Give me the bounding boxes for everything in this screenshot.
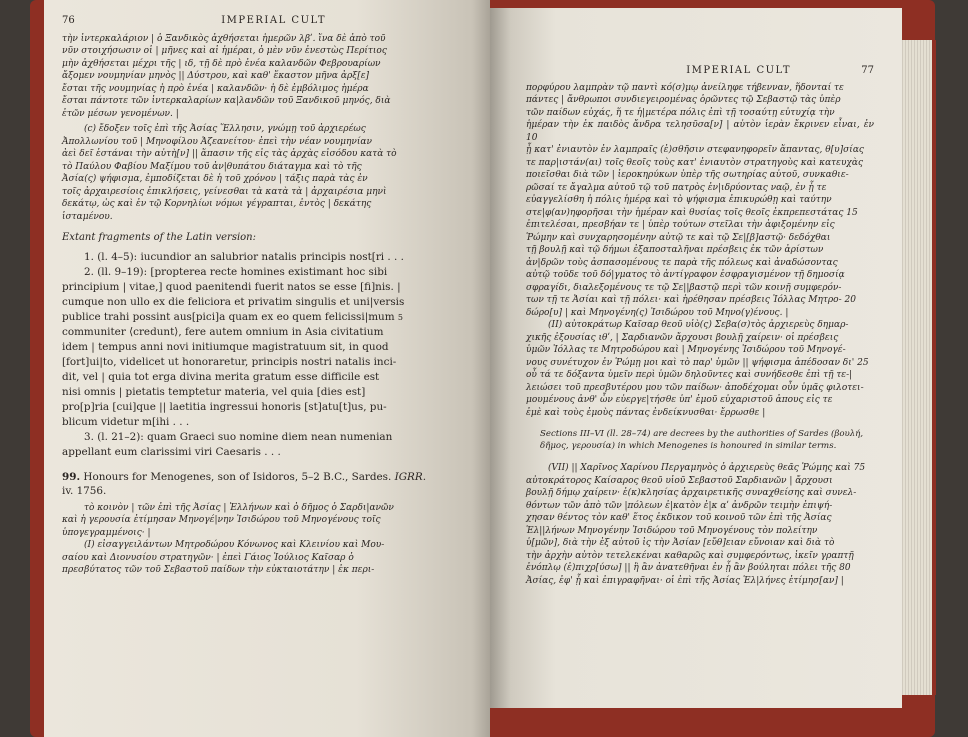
left-page-number: 76 (62, 15, 75, 26)
text-line: τῶν παίδων εὐχάς, ἥ τε ἡ|μετέρα πόλις ἐπὶ τῇ τοσαύτῃ εὐτυχίᾳ τὴν (526, 107, 835, 118)
line-number: 15 (846, 207, 858, 218)
text-line: τε παρ|ιστάν(αι) τοῖς θεοῖς τοὺς κατ' ἐνιαυτὸν στρατηγοὺς καὶ κατευχὰς (526, 157, 864, 168)
text-line: ἐπιτελέσαι, πρεσβήαν τε | ὑπὲρ τούτων στεῖλαι τὴν ἀφιξομένην εἰς (526, 220, 835, 231)
entry-99 (62, 470, 476, 499)
text-line: [fort]ui|to, videlicet ut honoraretur, principis nostri natalis inci- (62, 355, 397, 368)
text-line: ὑμῶν Ἰόλλας τε Μητροδώρου καὶ | Μηνογένης Ἰσιδώρου τοῦ Μηνογέ- (526, 345, 846, 356)
text-line: τὴν ἰντερκαλάριον | ὁ Ξανδικὸς ἀχθήσεται ἡμερῶν λβʹ. ἵνα δὲ ἀπὸ τοῦ (62, 33, 386, 44)
text-line: Ἀπολλωνίου τοῦ | Μηνοφίλου Ἀζεανείτου· ἐπεὶ τὴν νέαν νουμηνίαν (62, 136, 372, 147)
text-line (526, 357, 874, 370)
text-line: νῦν στοιχήσωσιν οἱ | μῆνες καὶ αἱ ἡμέραι, ὁ μὲν νῦν ἐνεστὼς Περίτιος (62, 46, 387, 57)
text-line: δεκάτῳ, ὡς καὶ ἐν τῷ Κορνηλίωι νόμωι γέγραπται, ἐντὸς | δεκάτης (62, 199, 372, 210)
text-line: ἱσταμένου. (62, 211, 113, 222)
text-line: ὑπογεγραμμένοις· | (62, 527, 151, 538)
text-line: (II) αὐτοκράτωρ Καῖσαρ θεοῦ υἱὸ(ς) Σεβα(σ)τὸς ἀρχιερεὺς δημαρ- (548, 320, 849, 331)
text-line: δώρο[υ] | καὶ Μηνογένη(ς) Ἰσιδώρου τοῦ Μηνο(γ)ένους. | (526, 307, 789, 318)
text-line: πορφύρου λαμπρὰν τῷ παντὶ κό(σ)μῳ ἀνείληφε τήβενναν, ἥδονταί τε (526, 82, 844, 93)
entry-number: 99. (62, 470, 81, 483)
text-line: μὴν ἀχθήσεται μέχρι τῆς | ιδ, τῇ δὲ πρὸ ἐνέα καλανδῶν Φεβρουαρίων (62, 58, 381, 69)
text-line (62, 310, 476, 325)
right-greek-top (526, 82, 874, 420)
text-line: ἐμὲ καὶ τοὺς ἐμοὺς πάντας ἐνδείκνυσθαι· ἔρρωσθε | (526, 407, 766, 418)
text-line: εὐαγγελίσθη ἡ πόλις ἡμέρᾳ καὶ τὸ ψήφισμα ἐπικυρώθῃ καὶ ταύτην (526, 195, 832, 206)
text-line (526, 294, 874, 307)
right-page-content (526, 64, 874, 587)
text-line: blicum videtur m[ihi . . . (62, 415, 190, 428)
text-line: αὐτοκράτορος Καίσαρος θεοῦ υἱοῦ Σεβαστοῦ Σαρδιανῶν | ἄρχουσι (526, 475, 833, 486)
latin-heading: Extant fragments of the Latin version: (62, 232, 256, 244)
text-line: θόντων τῶν ἀπὸ τῶν |πόλεων ἐ|κατὸν ἑ|κ αʹ ἀνδρῶν τειμὴν ἐπιψή- (526, 500, 833, 511)
left-greek-bottom (62, 502, 476, 577)
text-line: σφραγίδι, διαλεξομένους τε τῷ Σε||βαστῷ περὶ τῶν κοινῇ συμφερόν- (526, 282, 842, 293)
text-line: 2. (ll. 9–19): [propterea recte homines existimant hoc sibi (84, 265, 388, 278)
text-line: τὸ κοινὸν | τῶν ἐπὶ τῆς Ἀσίας | Ἑλλήνων καὶ ὁ δῆμος ὁ Σαρδι|ανῶν (84, 502, 394, 513)
text-line: communiter ⟨credunt⟩, fere autem omnium in Asia civitatium (62, 325, 384, 338)
text-line: βουλῇ δήμῳ χαίρειν· ἐ(κ)κλησίας ἀρχαιρετικῆς συναχθείσης καὶ συνελ- (526, 488, 857, 499)
text-line: ᾗ κατ' ἐνιαυτὸν ἐν λαμπραῖς (ἐ)σθῆσιν στεφανηφορεῖν ἅπαντας, θ[υ]σίας (526, 145, 864, 156)
text-line: nisi omnis | pietatis temptetur materia, vel quia [dies est] (62, 385, 366, 398)
text-line: ποιεῖσθαι διὰ τῶν | ἱεροκηρύκων ὑπὲρ τῆς σωτηρίας αὐτοῦ, συνκαθιε- (526, 170, 849, 181)
text-line: 1. (l. 4–5): iucundior an salubrior natalis principis nost[ri . . . (84, 250, 404, 263)
text-line: ἀν|δρῶν τοὺς ἀσπασομένους τε παρὰ τῆς πόλεως καὶ ἀναδώσοντας (526, 257, 838, 268)
left-greek-top (62, 33, 476, 121)
text-line: νους συνέτυχον ἐν Ῥώμῃ μοι καὶ τὸ παρ' ὑμῶν || ψήφισμα ἀπέδοσαν δι' (526, 357, 855, 368)
text-line: ἔσται τῆς νουμηνίας ἡ πρὸ ἐνέα | καλανδῶν· ἡ δὲ ἐμβόλιμος ἡμέρα (62, 83, 369, 94)
text-line: ἡμέραν τὴν ἐκ παιδὸς ἄνδρα τελησῦσα[ν] | αὐτὸν ἱερὰν ἔκρινεν εἶναι, ἐν (526, 120, 874, 131)
line-number: 5 (397, 312, 404, 322)
text-line: Ἀσίας, ἐφ' ᾗ καὶ ἐπιγραφῆναι· οἱ ἐπὶ τῆς Ἀσίας Ἑλ|λήνες ἐτίμησ[αν] | (526, 575, 844, 586)
entry-title: Honours for Menogenes, son of Isidoros, 5–2 B.C., Sardes. (83, 470, 392, 483)
text-line: στε|φ(αν)ηφορῆσαι τὴν ἡμέραν καὶ θυσίας τοῖς θεοῖς ἐκπρεπεστάτας (526, 207, 844, 218)
left-page (44, 0, 490, 737)
text-line: (VII) || Χαρῖνος Χαρίνου Περγαμηνὸς ὁ ἀρχιερεὺς θεᾶς Ῥώμης καὶ 75 (548, 463, 866, 474)
right-page-number: 77 (861, 65, 874, 76)
text-line: ἐνόπλῳ (ἐ)πιχρ[ύσω] || ἢ ἂν ἀνατεθῆναι ἐν ᾗ ἂν βούληται πόλει τῆς 80 (526, 563, 851, 574)
left-running-title: IMPERIAL CULT (221, 15, 326, 26)
sections-note: Sections III–VI (ll. 28–74) are decrees by the authorities of Sardes (βουλή, δῆμος, γερουσία) in which Menogenes is honoured in similar terms. (540, 429, 864, 451)
left-page-header (62, 14, 476, 29)
text-line: Ἑλ||λήνων Μηνογένην Ἰσιδώρου τοῦ Μηνογένους τὸν πολείτην (526, 525, 818, 536)
text-line: (c) ἔδοξεν τοῖς ἐπὶ τῆς Ἀσίας Ἕλλησιν, γνώμῃ τοῦ ἀρχιερέως (84, 124, 366, 135)
text-line: χησαν θέντος τὸν καθ' ἕτος ἐκδικον τοῦ κοινοῦ τῶν ἐπὶ τῆς Ἀσίας (526, 513, 832, 524)
entry-ref-2: iv. 1756. (62, 485, 107, 498)
text-line: πάντες | ἄνθρωποι συνδιεγειρομένας ὁρῶντες τῷ Σεβαστῷ τὰς ὑπὲρ (526, 95, 841, 106)
text-line: μουμένους ἀνθ' ὧν εὐεργε|τήσθε ὑπ' ἐμοῦ εὐχαριστοῦ ἀπους εἰς τε (526, 395, 833, 406)
text-line: καὶ ἡ γερουσία ἐτίμησαν Μηνογέ|νην Ἰσιδώρου τοῦ Μηνογένους τοῖς (62, 515, 381, 526)
left-page-content (62, 14, 476, 577)
text-line: πρεσβύτατος τῶν τοῦ Σεβαστοῦ παίδων τὴν εὐκταιοτάτην | ἐκ περι- (62, 565, 375, 576)
text-line: cumque non ullo ex die feliciora et privatim singulis et uni|versis (62, 295, 405, 308)
text-line: Ῥώμην καὶ συνχαρησομένην αὐτῷ τε καὶ τῷ Σε|[β]αστῷ· δεδόχθαι (526, 232, 831, 243)
text-line: appellant eum clarissimi viri Caesaris . . . (62, 445, 281, 458)
left-greek-c (62, 123, 476, 223)
right-page (490, 8, 902, 708)
text-line: Ἀσία(ς) ψήφισμα, ἐμποδίζεται δὲ ἡ τοῦ χρόνου | τάξις παρὰ τὰς ἐν (62, 174, 368, 185)
right-running-title: IMPERIAL CULT (686, 65, 792, 76)
text-line: ἔσται πάντοτε τῶν ἰντερκαλαρίων κα|λανδῶν τοῦ Ξανδικοῦ μηνός, διὰ (62, 96, 391, 107)
text-line: αὐτῷ τοῦδε τοῦ δό|γματος τὸ ἀντίγραφον ἐσφραγισμένον τῇ δημοσίᾳ (526, 270, 845, 281)
text-line: λειώσει τοῦ πρεσβυτέρου μου τῶν παίδων· ἀποδέχομαι οὖν ὑμᾶς φιλοτει- (526, 382, 864, 393)
text-line: τῇ βουλῇ καὶ τῷ δήμωι ἐξαποσταλῆναι πρέσβεις ἐκ τῶν ἀρίστων (526, 245, 824, 256)
text-line: τὴν ἀρχὴν αὐτὸν τετελεκέναι καθαρῶς καὶ συμφερόντως, ἰκεῖν γραπτῇ (526, 550, 854, 561)
text-line: publice trahi possint aus[pici]a quam ex eo quem felicissi|mum (62, 310, 395, 323)
text-line: ἐτῶν μέσων γενομένων. | (62, 108, 179, 119)
line-number: 25 (857, 357, 869, 368)
text-line: (I) εἰσαγγειλάντων Μητροδώρου Κόνωνος καὶ Κλεινίου καὶ Μου- (84, 540, 385, 551)
text-line: dit, vel | quia tot erga divina merita gratum esse difficile est (62, 370, 380, 383)
text-line: principium | vitae,] quod paenitendi fuerit natos se esse [fi]nis. | (62, 280, 401, 293)
text-line (526, 119, 874, 144)
text-line: τοῖς ἀρχαιρεσίοις ἐπικλήσεις, γείνεσθαι τὰ κατὰ τὰ | ἀρχαιρέσια μηνὶ (62, 186, 387, 197)
line-number: 20 (844, 295, 856, 306)
right-greek-bottom (526, 462, 874, 587)
text-line: ρῶσαί τε ἄγαλμα αὐτοῦ τῷ τοῦ πατρὸς ἐν|ιδρύοντας ναῷ, ἐν ᾗ τε (526, 182, 827, 193)
text-line: ἄξομεν νουμηνίαν μηνὸς || Δύστρου, καὶ καθ' ἕκαστον μῆνα ἀρξ[ε] (62, 71, 370, 82)
text-line: 3. (l. 21–2): quam Graeci suo nomine diem nean numenian (84, 430, 393, 443)
line-number: 10 (526, 132, 538, 143)
text-line: οὗ τά τε δόξαντα ὑμεῖν περὶ ὑμῶν δηλοῦντες καὶ συνήδεσθε ἐπὶ τῇ τε-| (526, 370, 853, 381)
text-line: ἀεὶ δεῖ ἑστάναι τὴν αὐτὴ[ν] || ἅπασιν τῆς εἰς τὰς ἀρχὰς εἰσόδου κατὰ τὸ (62, 149, 397, 160)
text-line: σαίου καὶ Διονυσίου στρατηγῶν· | ἐπεὶ Γάιος Ἰούλιος Καῖσαρ ὁ (62, 552, 354, 563)
entry-ref: IGRR. (394, 470, 426, 483)
text-line (526, 207, 874, 220)
text-line: idem | tempus anni novi initiumque magistratuum sit, in quod (62, 340, 389, 353)
latin-fragments (62, 250, 476, 460)
text-line: των τῇ τε Ἀσίαι καὶ τῇ πόλει· καὶ ἡρέθησαν πρέσβεις Ἰόλλας Μητρο- (526, 295, 842, 306)
text-line: τὸ Παύλου Φαβίου Μαξίμου τοῦ ἀν|θυπάτου διάταγμα καὶ τὸ τῆς (62, 161, 362, 172)
text-line: χικῆς ἐξουσίας ιθʹ, | Σαρδιανῶν ἄρχουσι βουλῇ χαίρειν· οἱ πρέσβεις (526, 332, 839, 343)
text-line: ὑ[μῶν], διὰ τὴν ἐξ αὐτοῦ ἰς τὴν Ἀσίαν [εὔθ]ειαν εὔνοιαν καὶ διὰ τὸ (526, 538, 835, 549)
right-page-header (526, 64, 874, 78)
text-line: pro[p]ria [cui]que || laetitia ingressui honoris [st]atu[t]us, pu- (62, 400, 387, 413)
